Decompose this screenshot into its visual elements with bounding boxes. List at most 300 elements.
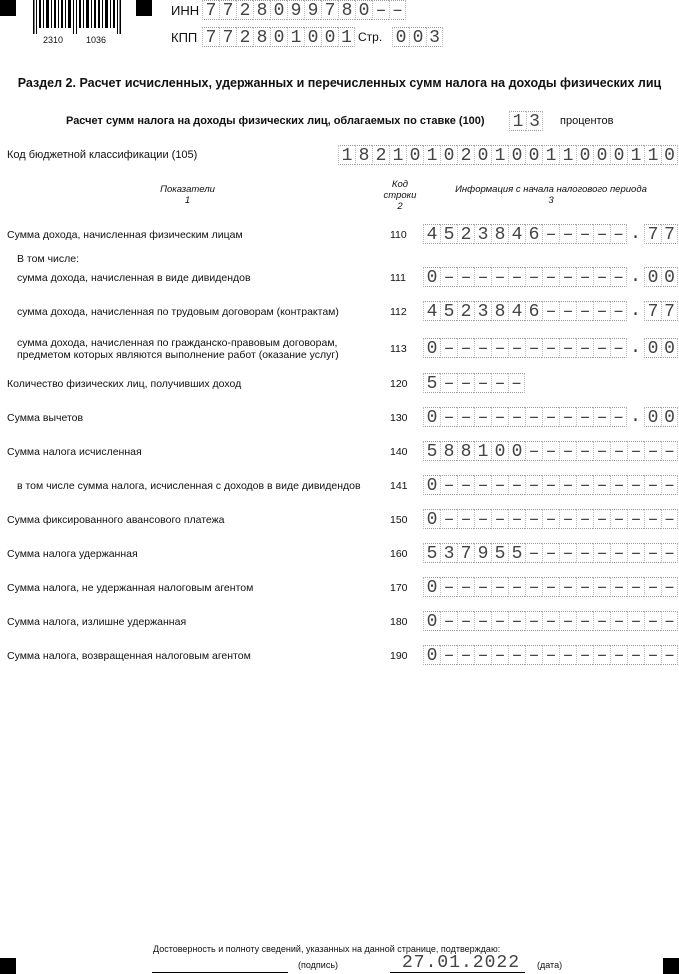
integer-cell: 4 [423, 224, 440, 244]
corner-marker-top-right [136, 0, 152, 16]
integer-cell: – [593, 611, 610, 631]
row-code-130: 130 [390, 412, 408, 424]
integer-cell: – [525, 475, 542, 495]
row-label-130: Сумма вычетов [7, 412, 84, 424]
integer-cell: – [593, 577, 610, 597]
integer-cell: 5 [508, 543, 525, 563]
digit-cell: 1 [542, 145, 559, 165]
integer-cell: – [542, 543, 559, 563]
integer-cell: – [440, 373, 457, 393]
integer-cell: – [491, 407, 508, 427]
integer-cell: – [661, 441, 678, 461]
integer-cell: – [644, 509, 661, 529]
integer-cell: – [457, 407, 474, 427]
integer-cell: – [440, 475, 457, 495]
integer-cell: – [559, 441, 576, 461]
integer-cell: – [559, 645, 576, 665]
column-header-indicators [120, 184, 255, 206]
digit-cell: 7 [321, 0, 338, 20]
integer-cell: 0 [423, 577, 440, 597]
integer-cell: – [559, 267, 576, 287]
digit-cell: 8 [355, 145, 372, 165]
digit-cell: 8 [253, 0, 270, 20]
integer-cell: – [542, 338, 559, 358]
integer-cell: – [644, 543, 661, 563]
integer-cell: – [559, 224, 576, 244]
integer-cell: – [576, 301, 593, 321]
inn-field[interactable] [202, 0, 406, 22]
integer-cell: – [576, 267, 593, 287]
digit-cell: 0 [474, 145, 491, 165]
digit-cell: – [372, 0, 389, 20]
column-header-indicators-text: Показатели [160, 184, 215, 195]
integer-cell: – [661, 611, 678, 631]
column-header-code-num: 2 [397, 201, 403, 212]
row-code-112: 112 [390, 306, 407, 318]
value-field-170[interactable] [423, 577, 678, 599]
row-label-170: Сумма налога, не удержанная налоговым агентом [7, 582, 254, 594]
row-label-111: сумма дохода, начисленная в виде дивидендов [17, 272, 251, 284]
decimal-cell: 0 [661, 267, 678, 287]
value-field-113[interactable] [423, 338, 678, 360]
integer-cell: – [440, 267, 457, 287]
integer-cell: 4 [508, 224, 525, 244]
integer-cell: – [457, 475, 474, 495]
integer-part [423, 407, 627, 429]
decimal-separator: . [630, 224, 641, 244]
integer-cell: – [525, 509, 542, 529]
corner-marker-top-left [0, 0, 16, 16]
integer-part [423, 611, 678, 633]
row-code-150: 150 [390, 514, 408, 526]
integer-cell: 1 [474, 441, 491, 461]
decimal-cell: 0 [661, 338, 678, 358]
decimal-cell: 0 [644, 338, 661, 358]
row-code-113: 113 [390, 343, 407, 355]
integer-cell: – [542, 645, 559, 665]
digit-cell: 1 [287, 27, 304, 47]
digit-cell: 0 [406, 145, 423, 165]
integer-cell: – [542, 407, 559, 427]
digit-cell: 2 [457, 145, 474, 165]
digit-cell: 1 [338, 145, 355, 165]
digit-cell: 9 [287, 0, 304, 20]
integer-cell: – [661, 509, 678, 529]
row-label-120: Количество физических лиц, получивших доход [7, 378, 242, 390]
integer-cell: – [508, 611, 525, 631]
integer-cell: – [644, 441, 661, 461]
integer-cell: 8 [491, 224, 508, 244]
digit-cell: 1 [509, 111, 526, 131]
integer-cell: – [525, 577, 542, 597]
digit-cell: 1 [644, 145, 661, 165]
decimal-separator: . [630, 407, 641, 427]
integer-cell: 8 [491, 301, 508, 321]
integer-part [423, 475, 678, 497]
integer-cell: 8 [457, 441, 474, 461]
integer-cell: 5 [423, 543, 440, 563]
integer-cell: – [491, 577, 508, 597]
integer-cell: – [542, 301, 559, 321]
integer-part [423, 338, 627, 360]
digit-cell: 0 [304, 27, 321, 47]
integer-cell: – [474, 475, 491, 495]
digit-cell: 0 [661, 145, 678, 165]
integer-cell: – [508, 267, 525, 287]
integer-cell: – [457, 645, 474, 665]
integer-cell: 4 [508, 301, 525, 321]
integer-cell: – [508, 509, 525, 529]
integer-cell: – [627, 441, 644, 461]
digit-cell: 3 [426, 27, 443, 47]
digit-cell: 0 [525, 145, 542, 165]
integer-cell: – [610, 224, 627, 244]
integer-cell: – [661, 475, 678, 495]
digit-cell: 1 [559, 145, 576, 165]
integer-cell: – [644, 611, 661, 631]
decimal-cell: 0 [644, 267, 661, 287]
integer-cell: – [559, 509, 576, 529]
integer-cell: – [576, 645, 593, 665]
integer-cell: – [508, 475, 525, 495]
integer-cell: – [491, 645, 508, 665]
integer-cell: – [508, 407, 525, 427]
corner-marker-bottom-right [663, 958, 679, 974]
integer-cell: – [491, 509, 508, 529]
integer-cell: – [610, 543, 627, 563]
integer-part [423, 301, 627, 323]
barcode [33, 0, 121, 34]
integer-cell: – [542, 267, 559, 287]
decimal-separator: . [630, 267, 641, 287]
value-field-150[interactable] [423, 509, 678, 531]
integer-cell: – [559, 611, 576, 631]
integer-cell: – [576, 509, 593, 529]
integer-cell: 0 [423, 509, 440, 529]
digit-cell: 0 [409, 27, 426, 47]
integer-part [423, 441, 678, 463]
integer-cell: – [593, 267, 610, 287]
row-code-170: 170 [390, 582, 408, 594]
column-header-period-info [440, 184, 662, 206]
kpp-label: КПП [171, 30, 198, 45]
digit-cell: 0 [576, 145, 593, 165]
integer-cell: – [610, 338, 627, 358]
integer-cell: – [542, 611, 559, 631]
integer-cell: – [661, 543, 678, 563]
digit-cell: 0 [392, 27, 409, 47]
integer-cell: – [576, 611, 593, 631]
digit-cell: 2 [236, 0, 253, 20]
integer-cell: 5 [440, 301, 457, 321]
integer-cell: – [576, 407, 593, 427]
integer-cell: – [457, 338, 474, 358]
integer-cell: – [491, 267, 508, 287]
integer-cell: – [440, 338, 457, 358]
rate-title: Расчет сумм налога на доходы физических лиц, облагаемых по ставке (100) [66, 115, 485, 127]
digit-cell: 3 [526, 111, 543, 131]
row-code-140: 140 [390, 446, 408, 458]
integer-cell: – [491, 338, 508, 358]
integer-cell: – [593, 475, 610, 495]
integer-cell: – [627, 543, 644, 563]
value-field-140[interactable] [423, 441, 678, 463]
integer-cell: – [661, 645, 678, 665]
row-label-112: сумма дохода, начисленная по трудовым договорам (контрактам) [17, 306, 339, 318]
integer-cell: – [559, 577, 576, 597]
column-header-indicators-num: 1 [184, 195, 191, 206]
integer-cell: – [559, 338, 576, 358]
rate-field[interactable] [509, 111, 543, 133]
kbk-label: Код бюджетной классификации (105) [7, 149, 198, 161]
row-label-150: Сумма фиксированного авансового платежа [7, 514, 225, 526]
integer-cell: 6 [525, 301, 542, 321]
integer-cell: – [576, 577, 593, 597]
integer-cell: – [474, 267, 491, 287]
decimal-cell: 7 [661, 301, 678, 321]
digit-cell: 7 [202, 0, 219, 20]
row-label-113: сумма дохода, начисленная по гражданско-правовым договорам, [17, 337, 338, 349]
digit-cell: 2 [236, 27, 253, 47]
integer-cell: – [627, 475, 644, 495]
row-code-180: 180 [390, 616, 408, 628]
integer-cell: 0 [423, 611, 440, 631]
value-field-111[interactable] [423, 267, 678, 289]
integer-cell: – [474, 509, 491, 529]
date-value: 27.01.2022 [402, 953, 521, 973]
integer-part [423, 577, 678, 599]
digit-cell: 0 [593, 145, 610, 165]
decimal-part [644, 224, 678, 246]
row-label-140: Сумма налога исчисленная [7, 446, 142, 458]
column-header-period-text: Информация с начала налогового периода [455, 184, 647, 195]
integer-cell: 0 [423, 267, 440, 287]
integer-cell: – [440, 509, 457, 529]
integer-cell: 3 [440, 543, 457, 563]
integer-cell: – [440, 407, 457, 427]
row-label-including: В том числе: [17, 253, 80, 265]
row-code-120: 120 [390, 378, 408, 390]
integer-cell: – [610, 301, 627, 321]
integer-cell: – [491, 373, 508, 393]
integer-cell: 0 [423, 338, 440, 358]
section-title: Раздел 2. Расчет исчисленных, удержанных и перечисленных сумм налога на доходы физических лиц [17, 76, 662, 90]
integer-cell: – [525, 407, 542, 427]
digit-cell: 1 [491, 145, 508, 165]
integer-cell: – [644, 645, 661, 665]
integer-cell: – [610, 441, 627, 461]
row-code-111: 111 [390, 272, 406, 284]
value-field-110[interactable] [423, 224, 678, 246]
integer-cell: – [576, 224, 593, 244]
integer-cell: 0 [423, 407, 440, 427]
digit-cell: 0 [321, 27, 338, 47]
integer-cell: – [474, 407, 491, 427]
signature-field[interactable] [152, 958, 288, 973]
integer-cell: – [440, 611, 457, 631]
integer-cell: 3 [474, 301, 491, 321]
integer-cell: – [610, 475, 627, 495]
integer-cell: – [474, 645, 491, 665]
integer-cell: 5 [491, 543, 508, 563]
column-header-code-text-a: Код [391, 179, 409, 190]
integer-cell: – [627, 577, 644, 597]
row-label-160: Сумма налога удержанная [7, 548, 138, 560]
integer-cell: – [610, 267, 627, 287]
integer-cell: – [610, 509, 627, 529]
integer-cell: – [610, 611, 627, 631]
integer-cell: – [644, 577, 661, 597]
row-label-190: Сумма налога, возвращенная налоговым агентом [7, 650, 251, 662]
row-label-110: Сумма дохода, начисленная физическим лицам [7, 229, 243, 241]
integer-cell: – [661, 577, 678, 597]
value-field-112[interactable] [423, 301, 678, 323]
integer-cell: – [576, 475, 593, 495]
digit-cell: 0 [270, 27, 287, 47]
digit-cell: 1 [389, 145, 406, 165]
decimal-cell: 7 [644, 224, 661, 244]
kbk-field[interactable] [338, 145, 678, 167]
date-label: (дата) [537, 960, 563, 970]
integer-cell: 5 [423, 441, 440, 461]
integer-cell: – [627, 611, 644, 631]
digit-cell: 0 [440, 145, 457, 165]
integer-cell: – [542, 224, 559, 244]
integer-cell: – [593, 509, 610, 529]
digit-cell: 2 [372, 145, 389, 165]
kpp-field[interactable] [202, 27, 355, 49]
row-code-160: 160 [390, 548, 408, 560]
integer-cell: – [627, 645, 644, 665]
barcode-number-right: 1036 [86, 35, 107, 45]
decimal-separator: . [630, 301, 641, 321]
integer-cell: – [593, 338, 610, 358]
digit-cell: 8 [338, 0, 355, 20]
integer-cell: – [491, 475, 508, 495]
integer-cell: – [593, 407, 610, 427]
integer-cell: – [593, 301, 610, 321]
integer-cell: – [576, 338, 593, 358]
integer-cell: – [525, 267, 542, 287]
decimal-separator: . [630, 338, 641, 358]
integer-cell: – [457, 373, 474, 393]
integer-cell: – [525, 338, 542, 358]
integer-cell: – [559, 543, 576, 563]
decimal-cell: 0 [644, 407, 661, 427]
integer-cell: – [525, 645, 542, 665]
integer-cell: – [474, 373, 491, 393]
decimal-part [644, 267, 678, 289]
digit-cell: 9 [304, 0, 321, 20]
digit-cell: 0 [270, 0, 287, 20]
integer-cell: – [610, 407, 627, 427]
decimal-part [644, 407, 678, 429]
value-field-141[interactable] [423, 475, 678, 497]
integer-cell: – [542, 475, 559, 495]
row-code-190: 190 [390, 650, 408, 662]
integer-cell: – [474, 611, 491, 631]
integer-cell: – [627, 509, 644, 529]
digit-cell: 0 [508, 145, 525, 165]
integer-cell: 4 [423, 301, 440, 321]
digit-cell: 1 [423, 145, 440, 165]
integer-cell: – [610, 645, 627, 665]
column-header-line-code [375, 179, 425, 212]
value-field-160[interactable] [423, 543, 678, 565]
row-code-141: 141 [390, 480, 408, 492]
integer-cell: – [457, 611, 474, 631]
integer-cell: 0 [423, 645, 440, 665]
integer-cell: 0 [423, 475, 440, 495]
integer-cell: 5 [440, 224, 457, 244]
integer-cell: – [576, 441, 593, 461]
integer-cell: – [440, 577, 457, 597]
integer-cell: – [457, 267, 474, 287]
integer-cell: 8 [440, 441, 457, 461]
integer-cell: 3 [474, 224, 491, 244]
integer-cell: – [491, 611, 508, 631]
inn-label: ИНН [171, 3, 200, 18]
integer-cell: – [610, 577, 627, 597]
value-field-130[interactable] [423, 407, 678, 429]
digit-cell: 8 [253, 27, 270, 47]
page-label: Стр. [358, 30, 383, 44]
decimal-part [644, 338, 678, 360]
integer-cell: – [440, 645, 457, 665]
integer-part [423, 645, 678, 667]
corner-marker-bottom-left [0, 958, 16, 974]
column-header-code-text-b: строки [383, 190, 417, 201]
integer-part [423, 543, 678, 565]
integer-cell: – [542, 577, 559, 597]
integer-cell: 5 [423, 373, 440, 393]
integer-cell: – [644, 475, 661, 495]
barcode-number-left: 2310 [43, 35, 64, 45]
integer-cell: 9 [474, 543, 491, 563]
integer-cell: 0 [508, 441, 525, 461]
integer-cell: – [474, 338, 491, 358]
integer-cell: – [542, 441, 559, 461]
value-field-190[interactable] [423, 645, 678, 667]
value-field-120[interactable] [423, 373, 525, 395]
integer-cell: – [559, 301, 576, 321]
integer-cell: – [593, 224, 610, 244]
page-number-field[interactable] [392, 27, 443, 49]
integer-cell: – [508, 645, 525, 665]
digit-cell: 1 [338, 27, 355, 47]
integer-cell: 6 [525, 224, 542, 244]
integer-cell: – [457, 509, 474, 529]
integer-cell: – [508, 373, 525, 393]
value-field-180[interactable] [423, 611, 678, 633]
integer-cell: 2 [457, 224, 474, 244]
integer-part [423, 267, 627, 289]
decimal-cell: 0 [661, 407, 678, 427]
integer-cell: 7 [457, 543, 474, 563]
integer-cell: – [559, 475, 576, 495]
digit-cell: 0 [355, 0, 372, 20]
confirmation-text: Достоверность и полноту сведений, указанных на данной странице, подтверждаю: [153, 944, 501, 954]
integer-part [423, 373, 525, 395]
integer-cell: 0 [491, 441, 508, 461]
row-label-141: в том числе сумма налога, исчисленная с доходов в виде дивидендов [17, 480, 361, 492]
digit-cell: 0 [610, 145, 627, 165]
integer-cell: – [525, 611, 542, 631]
integer-cell: – [508, 577, 525, 597]
integer-cell: – [525, 441, 542, 461]
signature-label: (подпись) [298, 960, 339, 970]
integer-cell: – [593, 543, 610, 563]
